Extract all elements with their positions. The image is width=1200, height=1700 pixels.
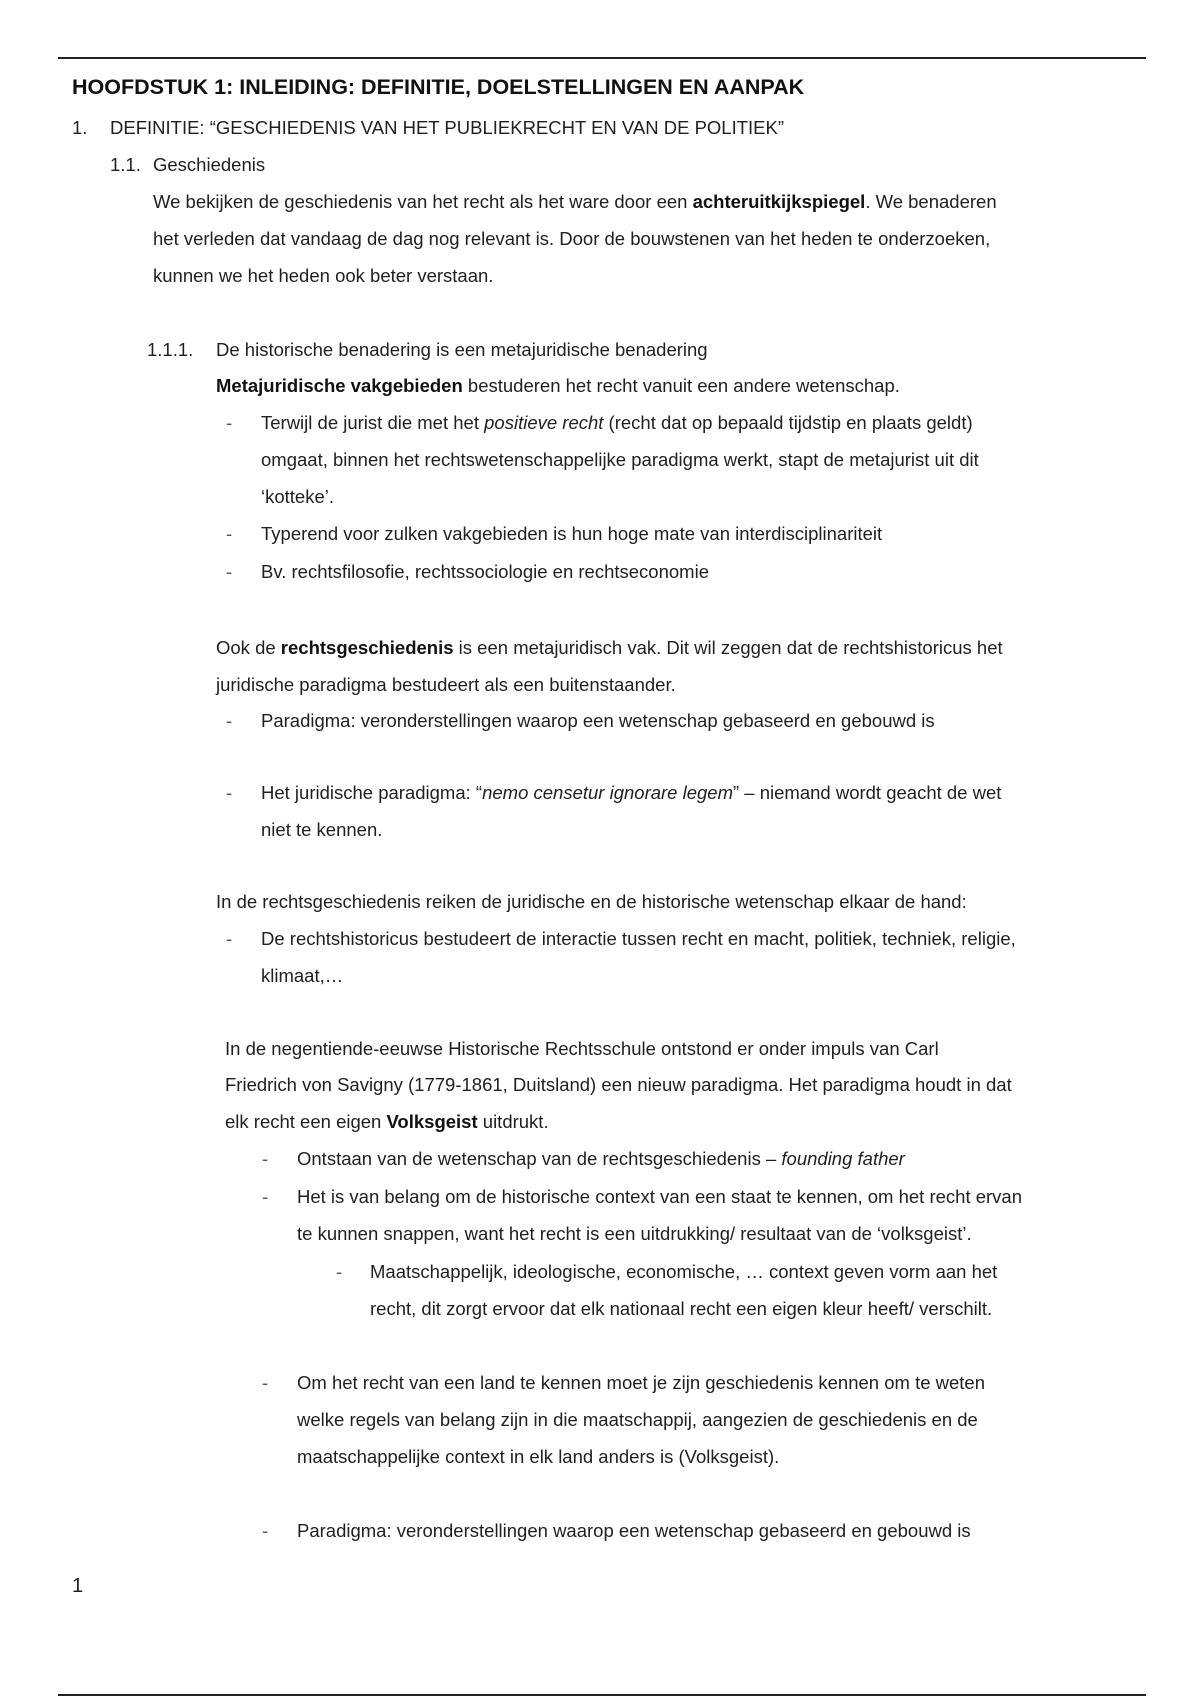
- bullet-context-line-1: Het is van belang om de historische context van een staat te kennen, om het recht ervan: [297, 1186, 1023, 1207]
- bullet-founding-father: Ontstaan van de wetenschap van de rechtsgeschiedenis – founding father: [297, 1148, 905, 1169]
- intro-line-2: het verleden dat vandaag de dag nog relevant is. Door de bouwstenen van het heden te onderzoeken,: [153, 228, 991, 249]
- bullet-dash: -: [262, 1372, 269, 1393]
- bullet-dash: -: [226, 561, 233, 582]
- section-1-number: 1.: [72, 117, 88, 138]
- bullet-1-line-2: omgaat, binnen het rechtswetenschappelijke paradigma werkt, stapt de metajurist uit dit: [261, 449, 979, 470]
- rechtsgeschiedenis-paragraph-line-1: Ook de rechtsgeschiedenis is een metajuridisch vak. Dit wil zeggen dat de rechtshistoricus het: [216, 637, 1003, 658]
- intro-line-3: kunnen we het heden ook beter verstaan.: [153, 265, 494, 286]
- bullet-dash: -: [226, 412, 233, 433]
- bullet-rechtshistoricus-line-2: klimaat,…: [261, 965, 344, 986]
- bullet-volksgeist-line-2: welke regels van belang zijn in die maatschappij, aangezien de geschiedenis en de: [297, 1409, 978, 1430]
- sub-bullet-line-1: Maatschappelijk, ideologische, economische, … context geven vorm aan het: [370, 1261, 998, 1282]
- savigny-paragraph-line-1: In de negentiende-eeuwse Historische Rechtsschule ontstond er onder impuls van Carl: [225, 1038, 939, 1059]
- bullet-dash: -: [262, 1148, 269, 1169]
- bullet-dash: -: [226, 710, 233, 731]
- bullet-volksgeist-line-1: Om het recht van een land te kennen moet je zijn geschiedenis kennen om te weten: [297, 1372, 986, 1393]
- savigny-paragraph-line-2: Friedrich von Savigny (1779-1861, Duitsland) een nieuw paradigma. Het paradigma houdt in dat: [225, 1074, 1012, 1095]
- bullet-dash: -: [336, 1261, 343, 1282]
- bullet-volksgeist-line-3: maatschappelijke context in elk land anders is (Volksgeist).: [297, 1446, 780, 1467]
- bullet-dash: -: [262, 1186, 269, 1207]
- bullet-juridisch-paradigma-line-2: niet te kennen.: [261, 819, 383, 840]
- section-1-title: DEFINITIE: “GESCHIEDENIS VAN HET PUBLIEKRECHT EN VAN DE POLITIEK”: [110, 117, 785, 138]
- bullet-dash: -: [226, 928, 233, 949]
- bullet-rechtshistoricus-line-1: De rechtshistoricus bestudeert de interactie tussen recht en macht, politiek, techniek, religie,: [261, 928, 1016, 949]
- chapter-title: HOOFDSTUK 1: INLEIDING: DEFINITIE, DOELSTELLINGEN EN AANPAK: [72, 75, 805, 99]
- rechtsgeschiedenis-paragraph-line-2: juridische paradigma bestudeert als een buitenstaander.: [216, 674, 676, 695]
- bullet-paradigma: Paradigma: veronderstellingen waarop een wetenschap gebaseerd en gebouwd is: [261, 710, 935, 731]
- page-number: 1: [72, 1575, 84, 1597]
- bullet-dash: -: [262, 1520, 269, 1541]
- section-1-1-1-number: 1.1.1.: [147, 339, 194, 360]
- bullet-3: Bv. rechtsfilosofie, rechtssociologie en rechtseconomie: [261, 561, 709, 582]
- bullet-1-line-3: ‘kotteke’.: [261, 486, 335, 507]
- section-1-1-1-title: De historische benadering is een metajuridische benadering: [216, 339, 708, 360]
- metajuridisch-paragraph: Metajuridische vakgebieden bestuderen het recht vanuit een andere wetenschap.: [216, 375, 900, 396]
- bullet-dash: -: [226, 523, 233, 544]
- section-1-1-title: Geschiedenis: [153, 154, 266, 175]
- bullet-2: Typerend voor zulken vakgebieden is hun hoge mate van interdisciplinariteit: [261, 523, 883, 544]
- bullet-context-line-2: te kunnen snappen, want het recht is een uitdrukking/ resultaat van de ‘volksgeist’.: [297, 1223, 972, 1244]
- sub-bullet-line-2: recht, dit zorgt ervoor dat elk nationaal recht een eigen kleur heeft/ verschilt.: [370, 1298, 993, 1319]
- interactie-paragraph: In de rechtsgeschiedenis reiken de juridische en de historische wetenschap elkaar de hand:: [216, 891, 967, 912]
- bottom-rule: [58, 1694, 1146, 1696]
- bullet-1-line-1: Terwijl de jurist die met het positieve recht (recht dat op bepaald tijdstip en plaats geldt): [261, 412, 973, 433]
- section-1-1-number: 1.1.: [110, 154, 141, 175]
- bullet-paradigma-repeat: Paradigma: veronderstellingen waarop een wetenschap gebaseerd en gebouwd is: [297, 1520, 971, 1541]
- bullet-dash: -: [226, 782, 233, 803]
- bullet-juridisch-paradigma-line-1: Het juridische paradigma: “nemo censetur ignorare legem” – niemand wordt geacht de wet: [261, 782, 1002, 803]
- savigny-paragraph-line-3: elk recht een eigen Volksgeist uitdrukt.: [225, 1111, 549, 1132]
- intro-line-1: We bekijken de geschiedenis van het recht als het ware door een achteruitkijkspiegel. We benaderen: [153, 191, 997, 212]
- top-rule: [58, 57, 1146, 59]
